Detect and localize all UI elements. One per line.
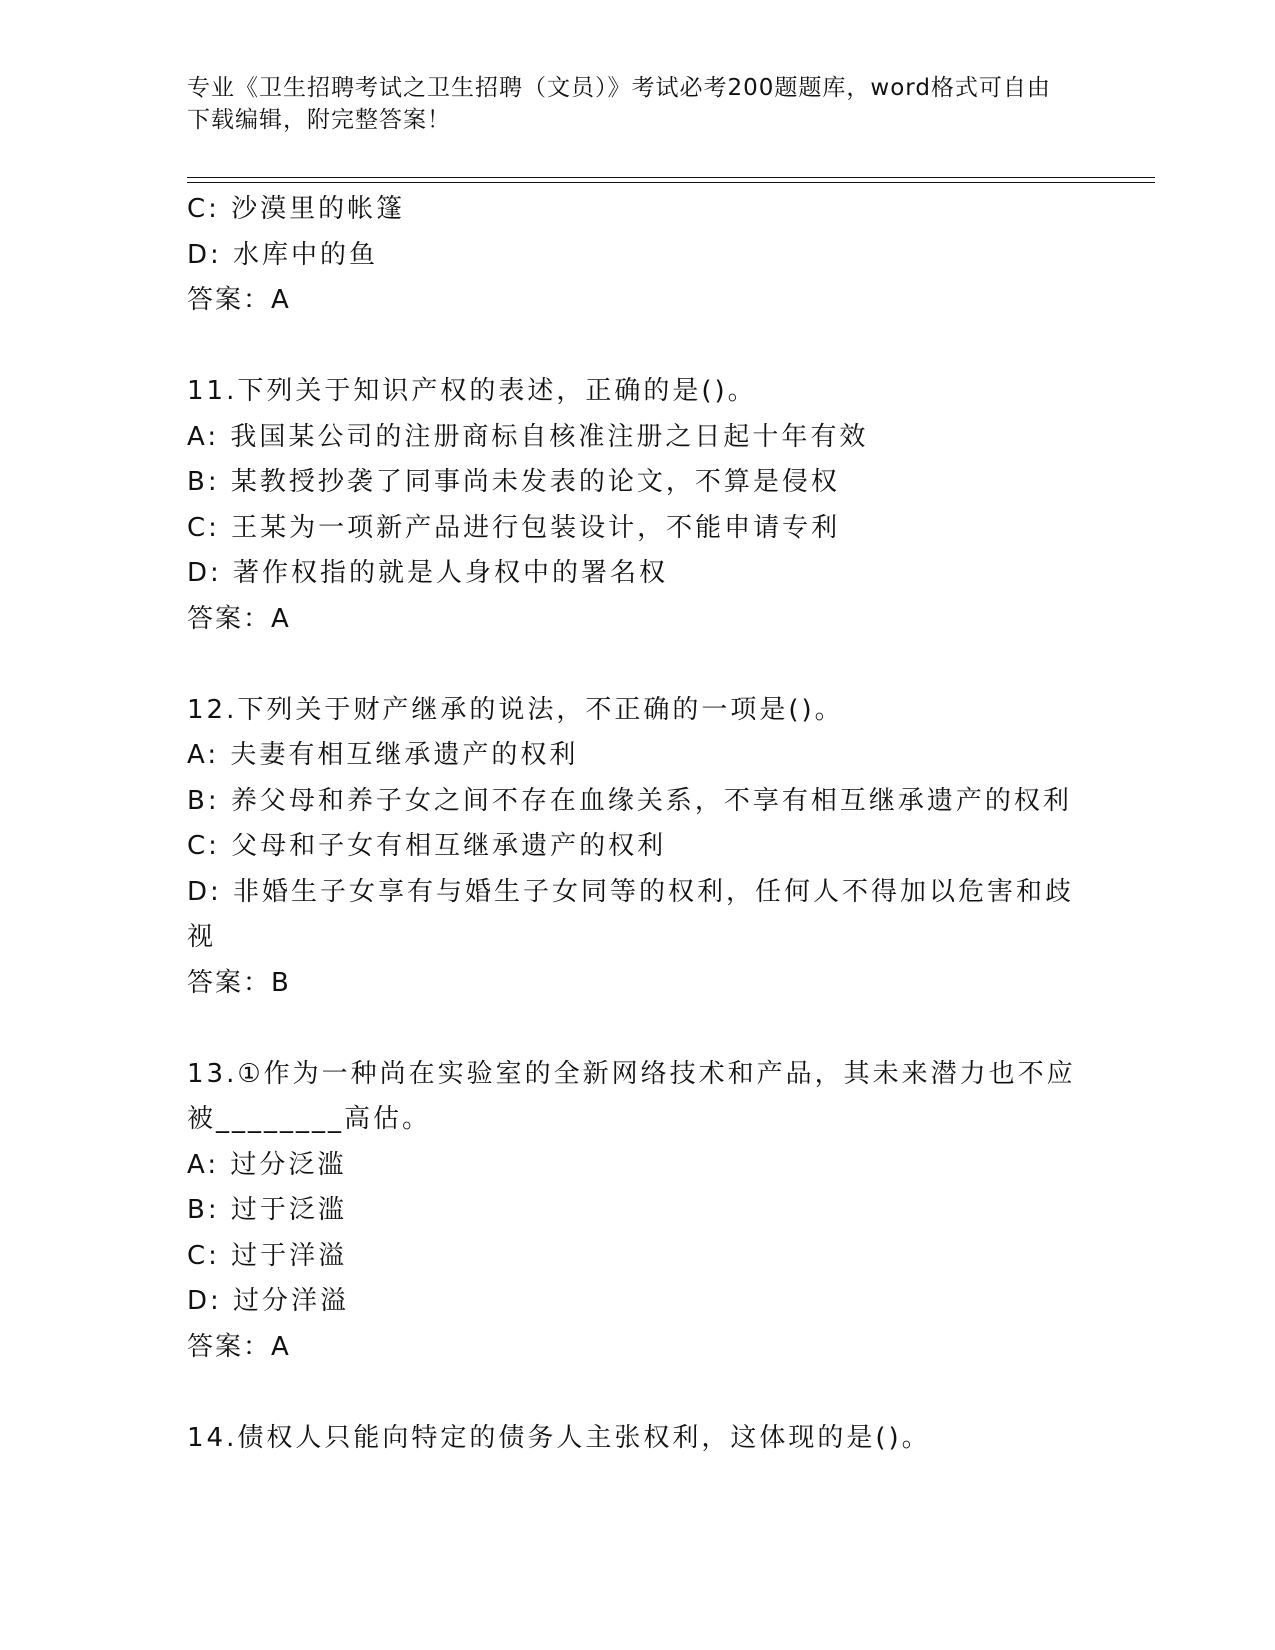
question-stem: 13.①作为一种尚在实验室的全新网络技术和产品，其未来潜力也不应被________高估。: [187, 1058, 1076, 1134]
question-stem: 14.债权人只能向特定的债务人主张权利，这体现的是()。: [187, 1422, 931, 1453]
question-stem: 11.下列关于知识产权的表述，正确的是()。: [187, 376, 757, 406]
option-a: A: 夫妻有相互继承遗产的权利: [187, 740, 579, 770]
option-d: D: 非婚生子女享有与婚生子女同等的权利，任何人不得加以危害和歧视: [187, 876, 1075, 952]
answer-line: 答案：A: [187, 1331, 291, 1362]
spacer: [187, 324, 1087, 370]
option-d: D: 过分洋溢: [187, 1286, 350, 1316]
spacer: [187, 1006, 1087, 1052]
option-b: B: 养父母和养子女之间不存在血缘关系，不享有相互继承遗产的权利: [187, 785, 1072, 816]
spacer: [187, 1370, 1087, 1416]
document-header: 专业《卫生招聘考试之卫生招聘（文员）》考试必考200题题库，word格式可自由下载编辑，附完整答案！: [187, 75, 1051, 133]
option-c: C: 王某为一项新产品进行包装设计，不能申请专利: [187, 512, 841, 543]
option-c: C: 父母和子女有相互继承遗产的权利: [187, 831, 667, 861]
option-c: C: 沙漠里的帐篷: [187, 194, 406, 224]
option-d: D: 著作权指的就是人身权中的署名权: [187, 558, 669, 588]
spacer: [187, 642, 1087, 688]
answer-line: 答案：A: [187, 603, 291, 634]
option-a: A: 我国某公司的注册商标自核准注册之日起十年有效: [187, 421, 869, 452]
answer-line: 答案：A: [187, 285, 291, 315]
option-b: B: 过于泛滥: [187, 1195, 347, 1225]
option-b: B: 某教授抄袭了同事尚未发表的论文，不算是侵权: [187, 467, 840, 497]
option-a: A: 过分泛滥: [187, 1149, 347, 1180]
option-d: D: 水库中的鱼: [187, 239, 379, 270]
option-c: C: 过于洋溢: [187, 1240, 348, 1271]
question-stem: 12.下列关于财产继承的说法，不正确的一项是()。: [187, 694, 844, 725]
answer-line: 答案：B: [187, 967, 291, 998]
header-rule-bottom: [187, 182, 1155, 183]
header-rule-top: [187, 177, 1155, 178]
question-list: [187, 187, 1087, 1461]
